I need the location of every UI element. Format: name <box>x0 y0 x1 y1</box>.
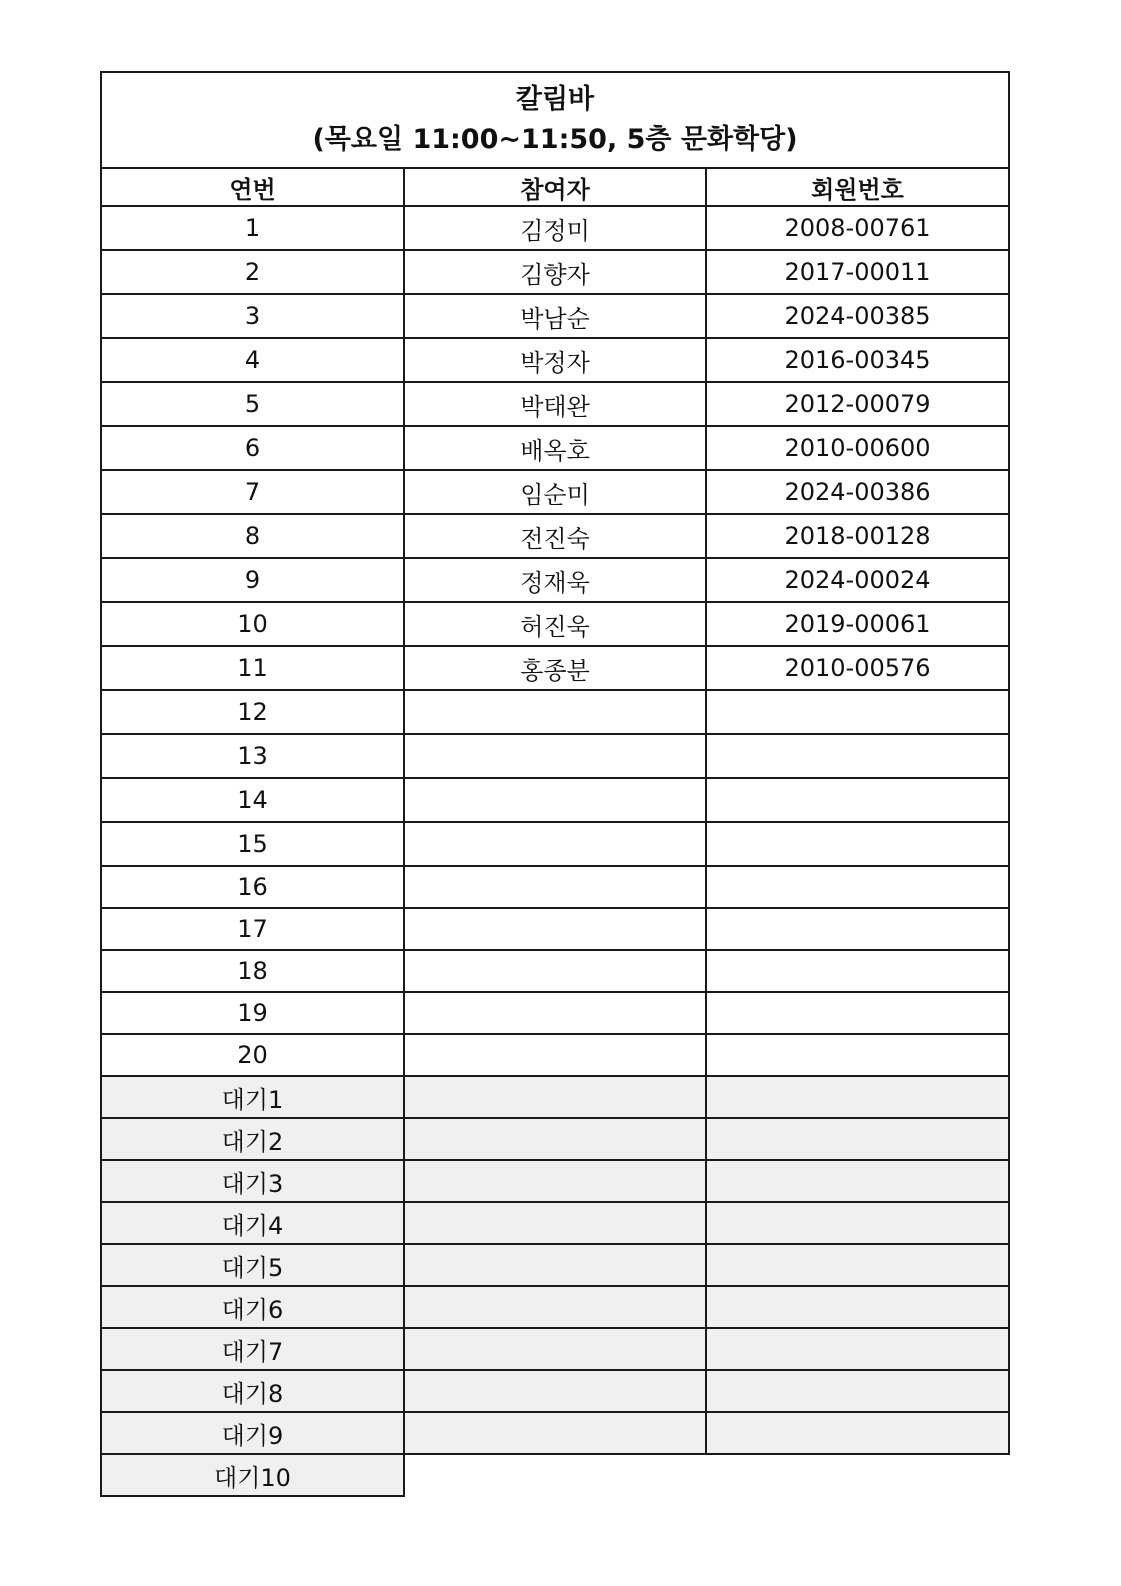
member-id-cell <box>706 690 1009 734</box>
member-id-cell: 2024-00386 <box>706 470 1009 514</box>
title-line-2: (목요일 11:00~11:50, 5층 문화학당) <box>312 124 798 155</box>
waitlist-member-id-cell <box>706 1286 1009 1328</box>
waitlist-row <box>101 1454 1009 1496</box>
participant-name-cell: 정재욱 <box>404 558 706 602</box>
row-number-cell: 20 <box>101 1034 404 1076</box>
participant-name-cell <box>404 734 706 778</box>
waitlist-member-id-cell <box>706 1118 1009 1160</box>
table-row <box>101 602 1009 646</box>
waitlist-member-id-cell <box>706 1370 1009 1412</box>
table-row <box>101 908 1009 950</box>
participant-name-cell: 박남순 <box>404 294 706 338</box>
participant-name-cell <box>404 690 706 734</box>
waitlist-row <box>101 1118 1009 1160</box>
member-id-cell <box>706 1034 1009 1076</box>
participant-name-cell: 김정미 <box>404 206 706 250</box>
waitlist-member-id-cell <box>706 1202 1009 1244</box>
member-id-cell: 2012-00079 <box>706 382 1009 426</box>
waitlist-member-id-cell <box>706 1244 1009 1286</box>
participant-table <box>100 71 1010 1497</box>
participant-name-cell: 전진숙 <box>404 514 706 558</box>
member-id-cell <box>706 992 1009 1034</box>
member-id-cell <box>706 866 1009 908</box>
row-number-cell: 1 <box>101 206 404 250</box>
row-number-cell: 2 <box>101 250 404 294</box>
waitlist-number-cell: 대기9 <box>101 1412 404 1454</box>
empty-space <box>404 1454 1009 1496</box>
table-row <box>101 992 1009 1034</box>
waitlist-number-cell: 대기6 <box>101 1286 404 1328</box>
waitlist-number-cell: 대기2 <box>101 1118 404 1160</box>
table-row <box>101 950 1009 992</box>
participant-name-cell: 박태완 <box>404 382 706 426</box>
waitlist-member-id-cell <box>706 1412 1009 1454</box>
participant-name-cell <box>404 950 706 992</box>
table-row <box>101 206 1009 250</box>
participant-name-cell: 임순미 <box>404 470 706 514</box>
column-header-participant: 참여자 <box>404 168 706 206</box>
waitlist-name-cell <box>404 1328 706 1370</box>
member-id-cell <box>706 908 1009 950</box>
waitlist-name-cell <box>404 1286 706 1328</box>
table-row <box>101 866 1009 908</box>
table-row <box>101 338 1009 382</box>
row-number-cell: 9 <box>101 558 404 602</box>
waitlist-number-cell: 대기3 <box>101 1160 404 1202</box>
participant-name-cell <box>404 778 706 822</box>
participant-name-cell: 허진욱 <box>404 602 706 646</box>
table-row <box>101 690 1009 734</box>
participant-name-cell <box>404 992 706 1034</box>
table-row <box>101 778 1009 822</box>
title-line-1: 칼림바 <box>515 84 595 115</box>
waitlist-name-cell <box>404 1202 706 1244</box>
member-id-cell <box>706 778 1009 822</box>
row-number-cell: 4 <box>101 338 404 382</box>
table-row <box>101 382 1009 426</box>
row-number-cell: 6 <box>101 426 404 470</box>
waitlist-number-cell: 대기7 <box>101 1328 404 1370</box>
waitlist-row <box>101 1412 1009 1454</box>
table-row <box>101 250 1009 294</box>
row-number-cell: 3 <box>101 294 404 338</box>
member-id-cell <box>706 822 1009 866</box>
waitlist-number-cell: 대기8 <box>101 1370 404 1412</box>
waitlist-number-cell: 대기1 <box>101 1076 404 1118</box>
waitlist-name-cell <box>404 1076 706 1118</box>
row-number-cell: 18 <box>101 950 404 992</box>
waitlist-number-cell: 대기10 <box>101 1454 404 1496</box>
waitlist-name-cell <box>404 1118 706 1160</box>
waitlist-number-cell: 대기4 <box>101 1202 404 1244</box>
waitlist-row <box>101 1076 1009 1118</box>
member-id-cell: 2024-00024 <box>706 558 1009 602</box>
participant-name-cell: 배옥호 <box>404 426 706 470</box>
row-number-cell: 8 <box>101 514 404 558</box>
table-row <box>101 1034 1009 1076</box>
table-row <box>101 426 1009 470</box>
waitlist-member-id-cell <box>706 1076 1009 1118</box>
member-id-cell: 2017-00011 <box>706 250 1009 294</box>
member-id-cell: 2018-00128 <box>706 514 1009 558</box>
participant-name-cell <box>404 866 706 908</box>
row-number-cell: 16 <box>101 866 404 908</box>
waitlist-number-cell: 대기5 <box>101 1244 404 1286</box>
member-id-cell: 2024-00385 <box>706 294 1009 338</box>
member-id-cell: 2010-00600 <box>706 426 1009 470</box>
waitlist-row <box>101 1328 1009 1370</box>
row-number-cell: 14 <box>101 778 404 822</box>
waitlist-member-id-cell <box>706 1328 1009 1370</box>
column-header-member-id: 회원번호 <box>706 168 1009 206</box>
waitlist-row <box>101 1244 1009 1286</box>
row-number-cell: 17 <box>101 908 404 950</box>
waitlist-row <box>101 1286 1009 1328</box>
waitlist-row <box>101 1370 1009 1412</box>
column-header-number: 연번 <box>101 168 404 206</box>
member-id-cell: 2016-00345 <box>706 338 1009 382</box>
waitlist-member-id-cell <box>706 1160 1009 1202</box>
table-row <box>101 558 1009 602</box>
table-row <box>101 470 1009 514</box>
waitlist-row <box>101 1202 1009 1244</box>
title-row <box>101 72 1009 168</box>
row-number-cell: 19 <box>101 992 404 1034</box>
participant-name-cell <box>404 1034 706 1076</box>
member-id-cell: 2008-00761 <box>706 206 1009 250</box>
waitlist-name-cell <box>404 1412 706 1454</box>
row-number-cell: 12 <box>101 690 404 734</box>
member-id-cell <box>706 950 1009 992</box>
waitlist-name-cell <box>404 1160 706 1202</box>
waitlist-name-cell <box>404 1244 706 1286</box>
table-row <box>101 514 1009 558</box>
header-row <box>101 168 1009 206</box>
row-number-cell: 7 <box>101 470 404 514</box>
member-id-cell: 2019-00061 <box>706 602 1009 646</box>
row-number-cell: 11 <box>101 646 404 690</box>
table-row <box>101 734 1009 778</box>
participant-name-cell: 김향자 <box>404 250 706 294</box>
table-body <box>101 206 1009 1496</box>
participant-name-cell: 박정자 <box>404 338 706 382</box>
participant-name-cell: 홍종분 <box>404 646 706 690</box>
participant-name-cell <box>404 908 706 950</box>
row-number-cell: 13 <box>101 734 404 778</box>
member-id-cell: 2010-00576 <box>706 646 1009 690</box>
table-title <box>101 72 1009 168</box>
table-row <box>101 294 1009 338</box>
row-number-cell: 5 <box>101 382 404 426</box>
row-number-cell: 15 <box>101 822 404 866</box>
participant-name-cell <box>404 822 706 866</box>
member-id-cell <box>706 734 1009 778</box>
waitlist-row <box>101 1160 1009 1202</box>
table-row <box>101 822 1009 866</box>
waitlist-name-cell <box>404 1370 706 1412</box>
row-number-cell: 10 <box>101 602 404 646</box>
table-row <box>101 646 1009 690</box>
